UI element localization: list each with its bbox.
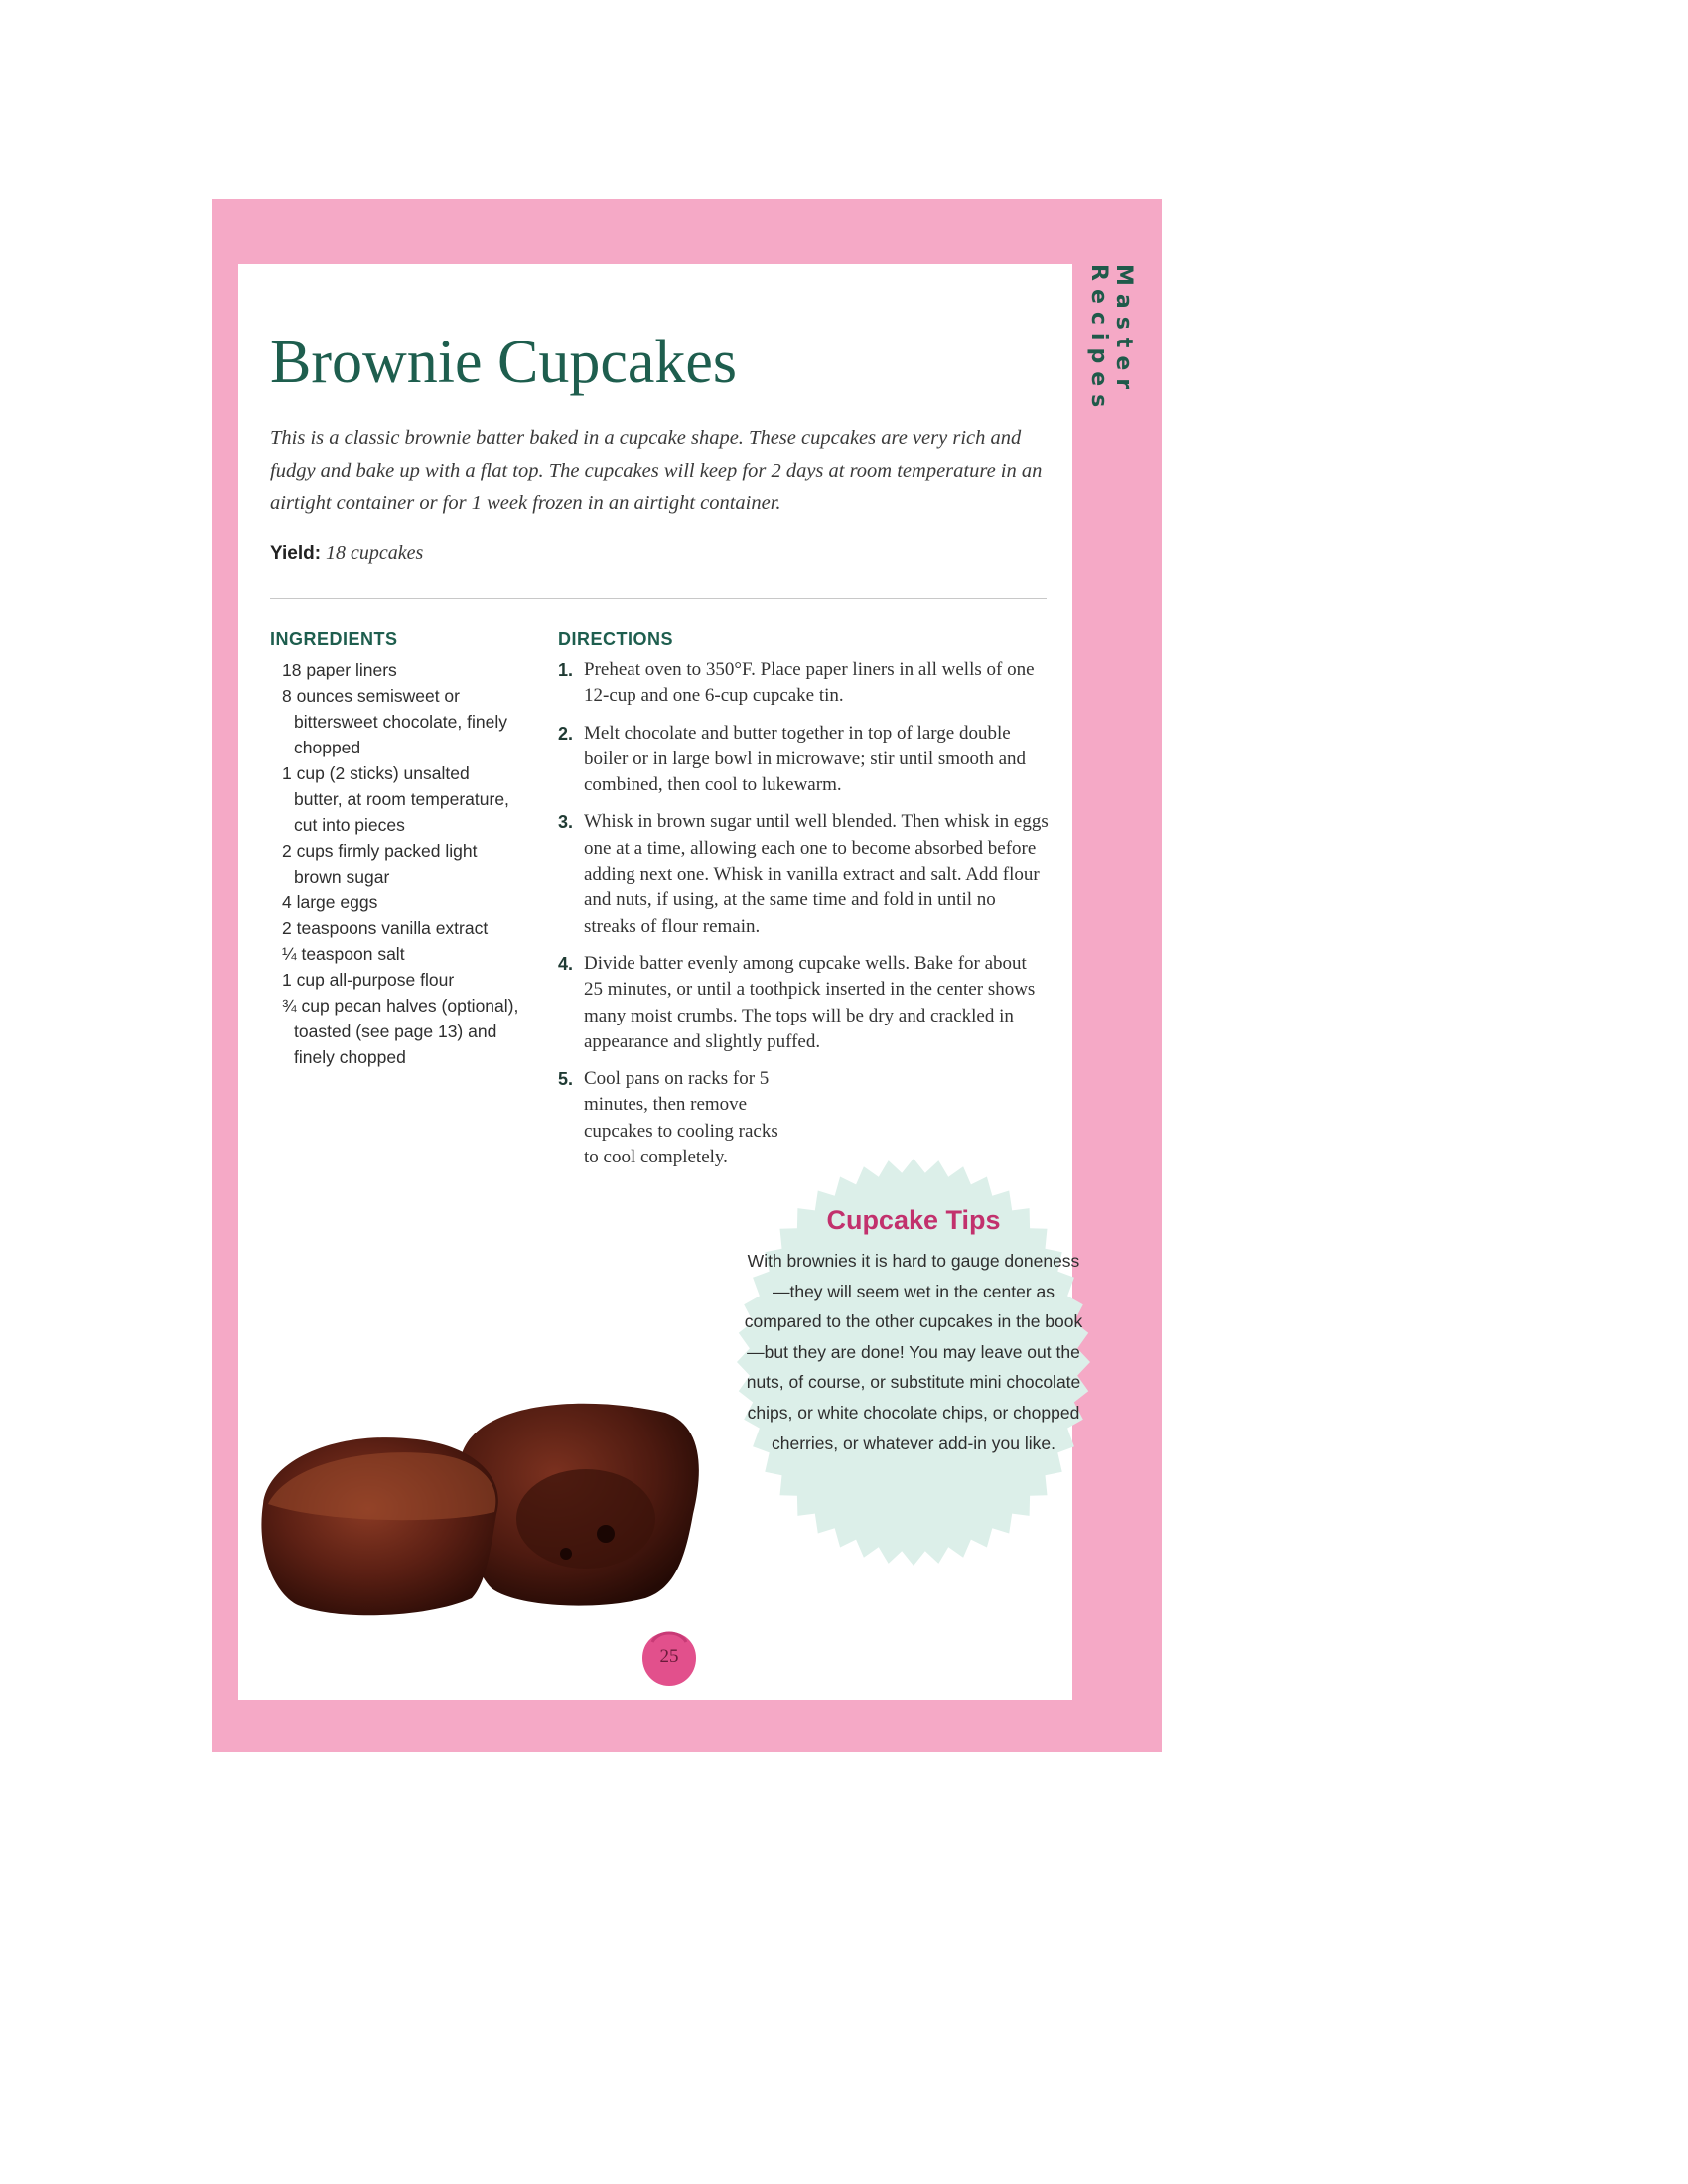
ingredient-item: ¼ teaspoon salt: [282, 944, 405, 964]
yield-label: Yield:: [270, 543, 322, 564]
ingredients-list: [282, 657, 520, 1070]
recipe-yield: [270, 542, 423, 565]
tips-text: With brownies it is hard to gauge doneness—they will seem wet in the center as compared to the other cupcakes in the book—but they are done! You may leave out the nuts, of course, or substitute mini chocolate chips, or white chocolate chips, or chopped cherries, or whatever add-in you like.: [744, 1251, 1083, 1453]
chocolate-chunk: [597, 1525, 615, 1543]
page-number: 25: [659, 1646, 679, 1667]
ingredient-item: 4 large eggs: [282, 892, 378, 912]
ingredient-item: ¾ cup pecan halves (optional), toasted (see page 13) and finely chopped: [282, 996, 519, 1067]
step-number: 4.: [558, 953, 574, 974]
section-tab: Master Recipes: [1086, 264, 1136, 416]
step-number: 1.: [558, 660, 574, 680]
cupcake-back-crumb: [516, 1469, 655, 1569]
step-text: Melt chocolate and butter together in top of large double boiler or in large bowl in microwave; stir until smooth and combined, then cool to lukewarm.: [584, 722, 1027, 796]
step-text: Preheat oven to 350°F. Place paper liners in all wells of one 12-cup and one 6-cup cupcake tin.: [584, 659, 1035, 707]
direction-step: [558, 809, 1049, 939]
divider: [270, 598, 1047, 599]
recipe-title: Brownie Cupcakes: [270, 329, 738, 396]
step-number: 5.: [558, 1069, 574, 1090]
step-number: 3.: [558, 812, 574, 833]
ingredient-item: 2 cups firmly packed light brown sugar: [282, 841, 478, 887]
step-text: Divide batter evenly among cupcake wells. Bake for about 25 minutes, or until a toothpick inserted in the center shows many moist crumbs. The tops will be dry and crackled in appearance and slightly puffed.: [584, 952, 1036, 1052]
ingredient-item: 1 cup (2 sticks) unsalted butter, at room temperature, cut into pieces: [282, 763, 509, 835]
ingredient-item: 18 paper liners: [282, 660, 397, 680]
direction-step: [558, 951, 1049, 1055]
directions-list: [558, 657, 1049, 1181]
recipe-intro: This is a classic brownie batter baked in a cupcake shape. These cupcakes are very rich and fudgy and bake up with a flat top. The cupcakes will keep for 2 days at room temperature in an airtight container or for 1 week frozen in an airtight container.: [270, 427, 1043, 514]
yield-value: 18 cupcakes: [326, 542, 424, 564]
brownie-cupcakes-photo: [248, 1385, 705, 1623]
direction-step: [558, 721, 1049, 799]
step-text: Whisk in brown sugar until well blended. Then whisk in eggs one at a time, allowing each one to become absorbed before adding next one. Whisk in vanilla extract and salt. Add flour and nuts, if using, at the same time and fold in until no streaks of flour remain.: [584, 811, 1049, 937]
ingredient-item: 2 teaspoons vanilla extract: [282, 918, 489, 938]
step-number: 2.: [558, 723, 574, 744]
chocolate-chunk: [560, 1548, 572, 1560]
ingredient-item: 8 ounces semisweet or bittersweet chocolate, finely chopped: [282, 686, 507, 757]
direction-step: [558, 657, 1049, 710]
directions-heading: DIRECTIONS: [558, 629, 674, 649]
tips-title: Cupcake Tips: [826, 1205, 1001, 1235]
ingredients-heading: INGREDIENTS: [270, 629, 398, 649]
step-text: Cool pans on racks for 5 minutes, then remove cupcakes to cooling racks to cool completely.: [584, 1068, 778, 1168]
ingredient-item: 1 cup all-purpose flour: [282, 970, 455, 990]
